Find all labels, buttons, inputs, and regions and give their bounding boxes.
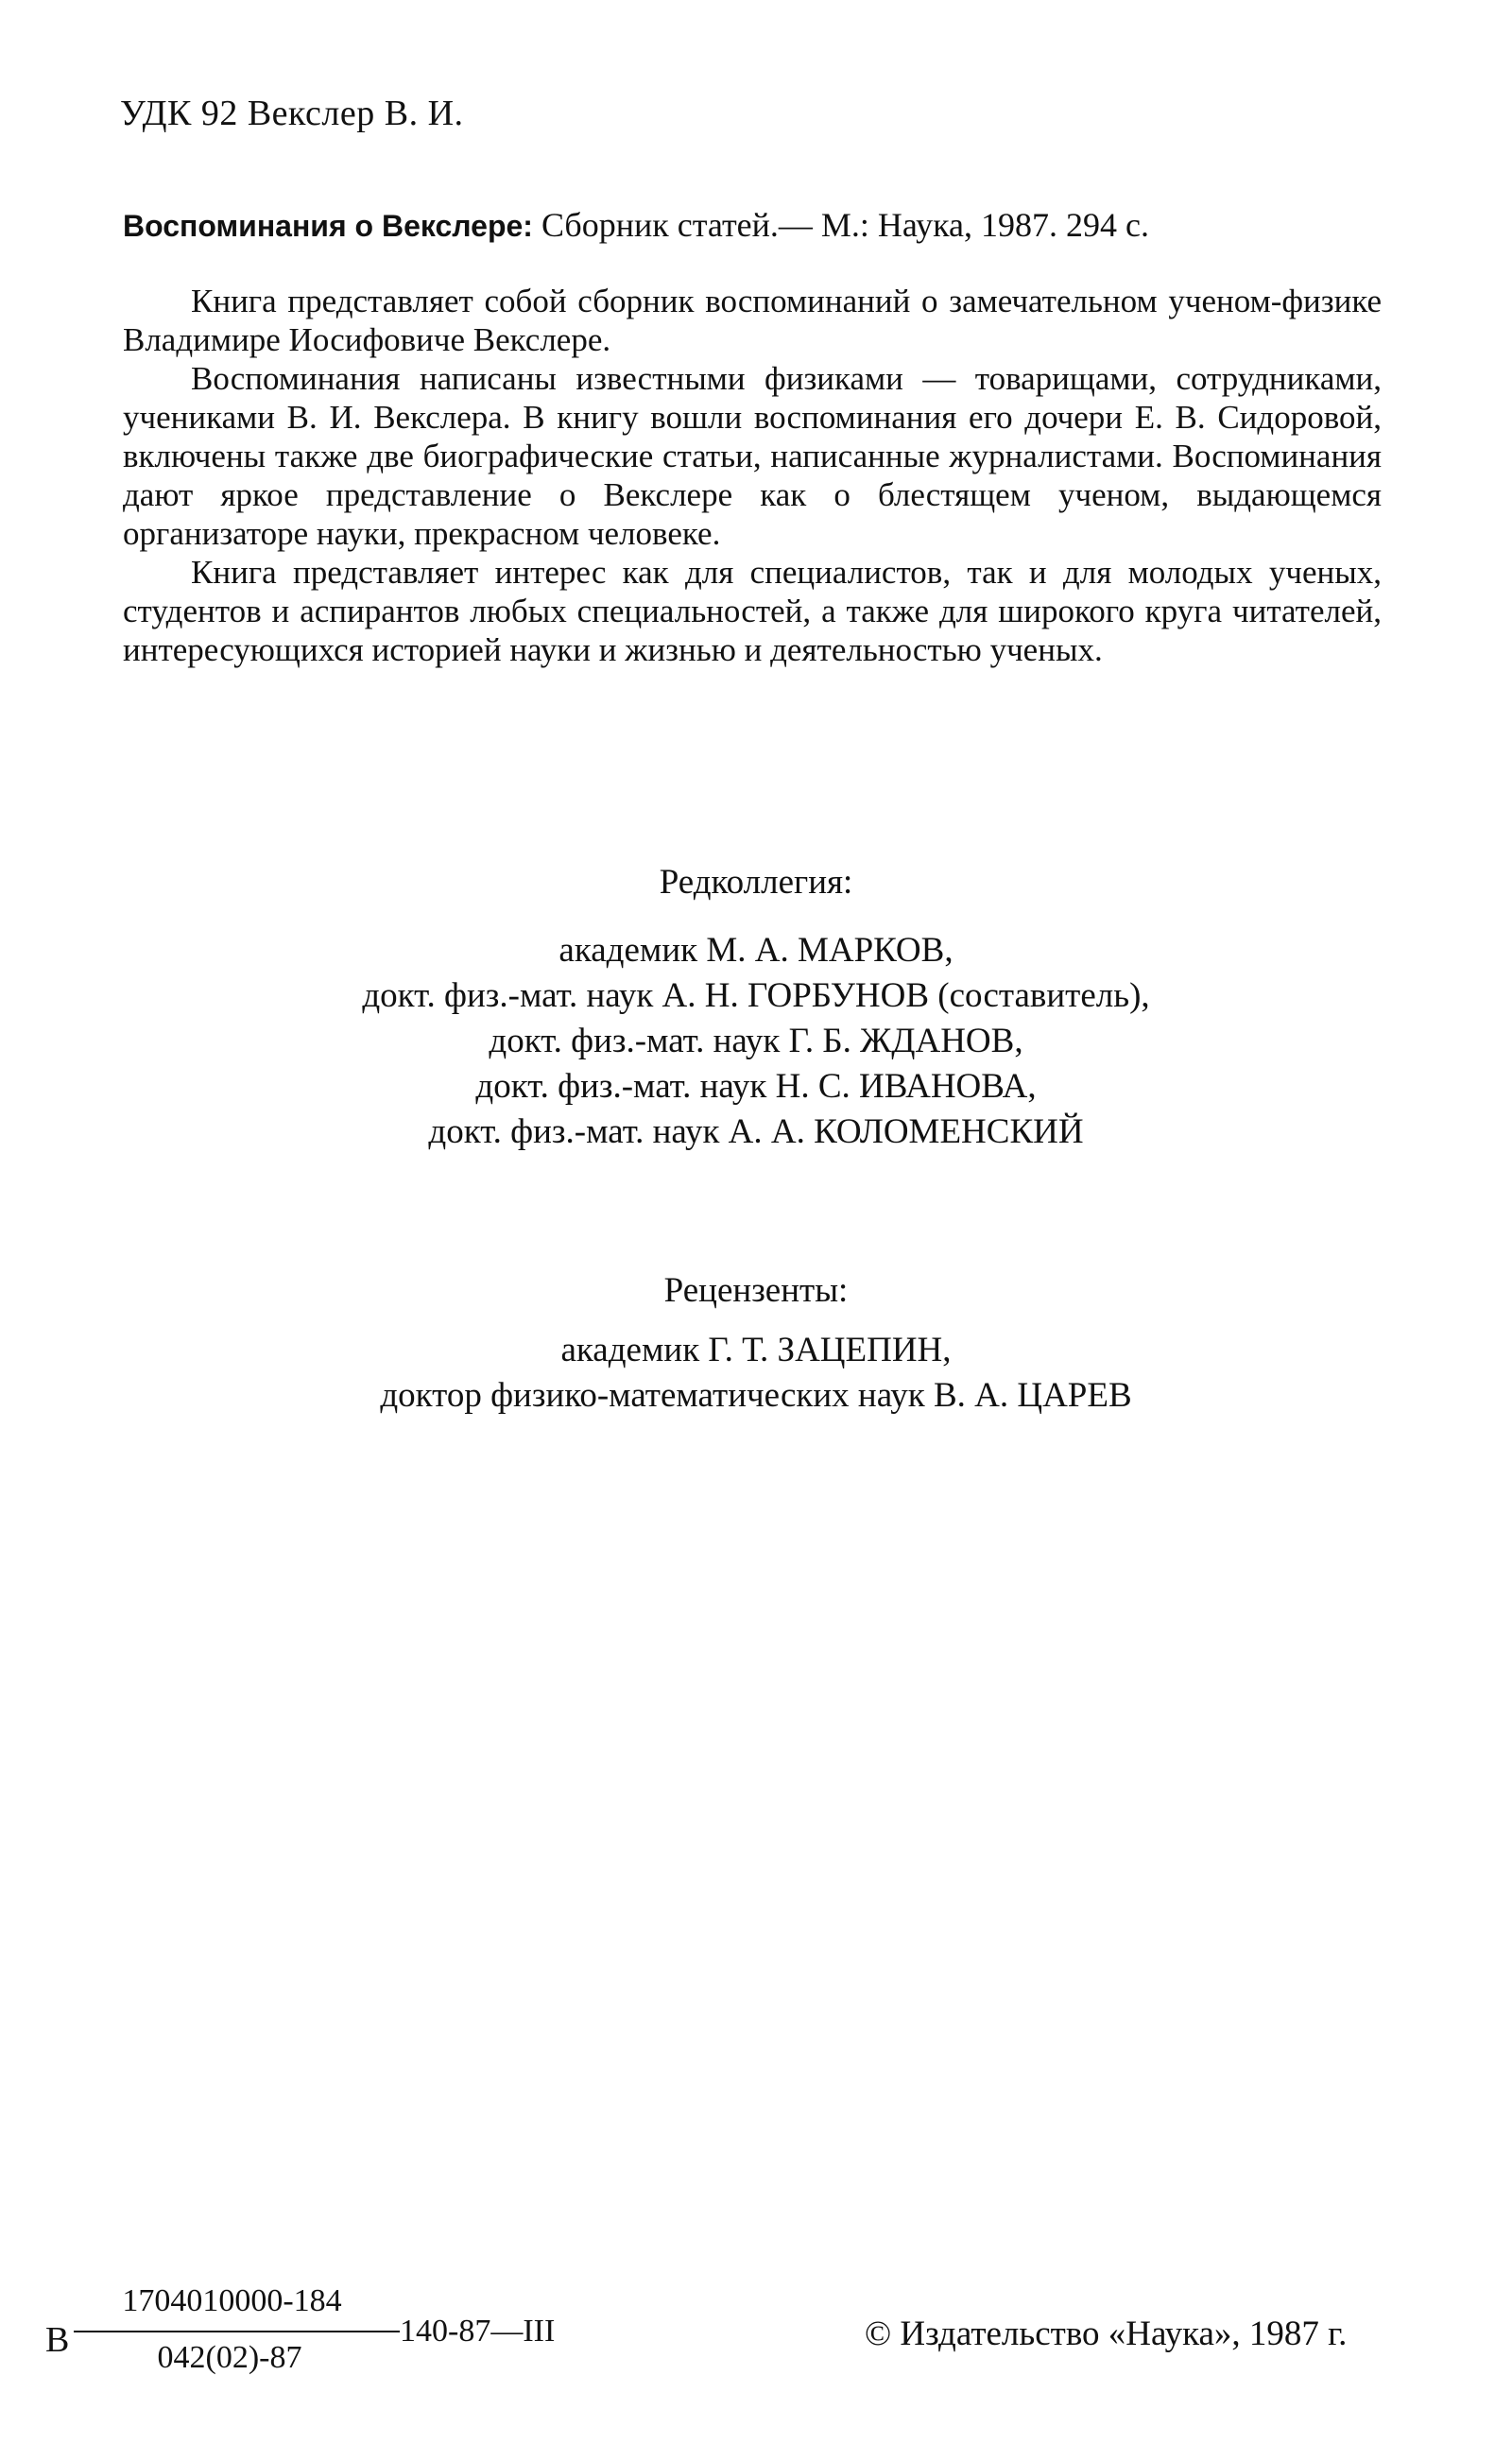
fraction-rule bbox=[74, 2331, 400, 2332]
catalog-code-letter: В bbox=[45, 2320, 70, 2360]
catalog-code-suffix: 140-87—III bbox=[400, 2314, 556, 2349]
abstract-paragraph: Воспоминания написаны известными физиками — товарищами, сотрудниками, учениками В. И. Векслера. В книгу вошли воспоминания его дочери Е. В. Сидоровой, включены также две биографические статьи, написанные журналистами. Воспоминания дают яркое представление о Векслере как о блестящем ученом, выдающемся организаторе науки, прекрасном человеке. bbox=[123, 360, 1382, 552]
udk-line: УДК 92 Векслер В. И. bbox=[120, 94, 464, 133]
editorial-board-heading: Редколлегия: bbox=[659, 863, 853, 902]
editorial-board-list bbox=[0, 928, 1512, 1155]
citation-title: Воспоминания о Векслере: bbox=[123, 209, 533, 243]
catalog-code bbox=[45, 2283, 612, 2378]
abstract-paragraph: Книга представляет интерес как для специалистов, так и для молодых ученых, студентов и аспирантов любых специальностей, а также для широкого круга читателей, интересующихся историей науки и жизнью и деятельностью ученых. bbox=[123, 554, 1382, 668]
copyright-notice: © Издательство «Наука», 1987 г. bbox=[865, 2315, 1348, 2353]
reviewers-list bbox=[0, 1328, 1512, 1419]
editorial-board-member: академик М. А. МАРКОВ, bbox=[558, 931, 954, 970]
editorial-board-member: докт. физ.-мат. наук А. А. КОЛОМЕНСКИЙ bbox=[428, 1112, 1084, 1151]
editorial-board-member: докт. физ.-мат. наук Г. Б. ЖДАНОВ, bbox=[489, 1022, 1023, 1060]
catalog-code-denominator: 042(02)-87 bbox=[157, 2340, 302, 2375]
abstract-paragraph: Книга представляет собой сборник воспоминаний о замечательном ученом-физике Владимире Иосифовиче Векслере. bbox=[123, 283, 1382, 358]
reviewers-heading: Рецензенты: bbox=[663, 1271, 849, 1310]
bibliographic-citation bbox=[123, 205, 1149, 245]
editorial-board-member: докт. физ.-мат. наук А. Н. ГОРБУНОВ (составитель), bbox=[362, 976, 1150, 1015]
editorial-board-member: докт. физ.-мат. наук Н. С. ИВАНОВА, bbox=[475, 1067, 1037, 1106]
catalog-code-numerator: 1704010000-184 bbox=[122, 2283, 342, 2318]
reviewer: академик Г. Т. ЗАЦЕПИН, bbox=[560, 1331, 952, 1369]
reviewer: доктор физико-математических наук В. А. ЦАРЕВ bbox=[380, 1376, 1132, 1415]
citation-details: Сборник статей.— М.: Наука, 1987. 294 с. bbox=[532, 206, 1149, 244]
abstract bbox=[123, 282, 1382, 669]
